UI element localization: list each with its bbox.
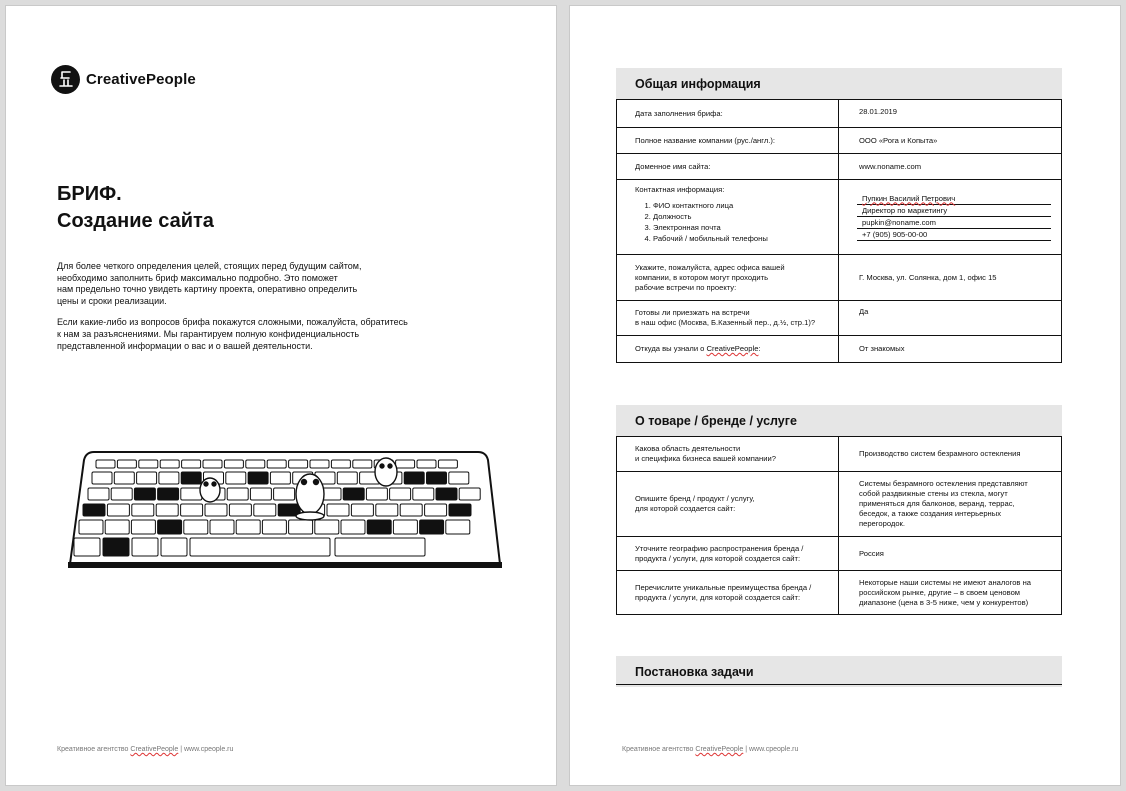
geo-value[interactable]: Россия xyxy=(839,537,1062,571)
section-product-heading: О товаре / бренде / услуге xyxy=(616,405,1062,436)
table-row xyxy=(617,571,1062,615)
document-title xyxy=(57,181,214,235)
cover-page xyxy=(6,6,556,785)
visit-label: Готовы ли приезжать на встречи в наш офис (Москва, Б.Казенный пер., д.½, стр.1)? xyxy=(617,301,839,336)
date-label: Дата заполнения брифа: xyxy=(617,100,839,128)
area-value[interactable]: Производство систем безрамного остекления xyxy=(839,437,1062,472)
table-row xyxy=(617,336,1062,363)
title-line-1: БРИФ. xyxy=(57,183,122,205)
section-divider xyxy=(616,684,1062,685)
title-line-2: Создание сайта xyxy=(57,210,214,232)
brand-logo xyxy=(51,64,196,94)
visit-value[interactable]: Да xyxy=(839,301,1062,336)
table-row xyxy=(617,154,1062,180)
list-item: 3. Электронная почта xyxy=(653,222,830,233)
contact-email-field[interactable]: pupkin@noname.com xyxy=(857,218,1051,229)
contact-name-field[interactable]: Пупкин Василий Петрович xyxy=(857,194,1051,205)
company-value[interactable]: ООО «Рога и Копыта» xyxy=(839,128,1062,154)
brand-value[interactable]: Системы безрамного остекления представляют собой раздвижные стены из стекла, могут применяться для балконов, веранд, террас, беседок, а также создания интерьерных перегородок. xyxy=(839,472,1062,537)
usp-label: Перечислите уникальные преимущества бренда / продукта / услуги, для которой создается сайт: xyxy=(617,571,839,615)
domain-value[interactable]: www.noname.com xyxy=(839,154,1062,180)
contact-label-cell xyxy=(617,180,839,255)
table-row xyxy=(617,180,1062,255)
geo-label: Уточните географию распространения бренда / продукта / услуги, для которой создается сайт: xyxy=(617,537,839,571)
list-item: 4. Рабочий / мобильный телефоны xyxy=(653,233,830,244)
footer: Креативное агентство CreativePeople | www.cpeople.ru xyxy=(622,746,799,753)
table-row xyxy=(617,537,1062,571)
section-task-heading: Постановка задачи xyxy=(616,656,1062,687)
domain-label: Доменное имя сайта: xyxy=(617,154,839,180)
table-row xyxy=(617,100,1062,128)
keyboard-with-gophers-icon xyxy=(66,446,506,578)
table-row xyxy=(617,472,1062,537)
table-row xyxy=(617,255,1062,301)
contact-phone-field[interactable]: +7 (905) 905-00-00 xyxy=(857,230,1051,241)
table-row xyxy=(617,301,1062,336)
intro-paragraph-1: Для более четкого определения целей, стоящих перед будущим сайтом, необходимо заполнить бриф максимально подробно. Это поможет нам предельно точно увидеть картину проекта, оперативно определить цены и сроки реализации. xyxy=(57,261,362,306)
footer: Креативное агентство CreativePeople | www.cpeople.ru xyxy=(57,746,234,753)
list-item: 2. Должность xyxy=(653,211,830,222)
date-value[interactable]: 28.01.2019 xyxy=(839,100,1062,128)
list-item: 1. ФИО контактного лица xyxy=(653,200,830,211)
footer-brand: CreativePeople xyxy=(695,746,744,753)
contact-items-list xyxy=(635,200,830,244)
footer-brand: CreativePeople xyxy=(130,746,179,753)
area-label: Какова область деятельности и специфика бизнеса вашей компании? xyxy=(617,437,839,472)
keyboard-illustration xyxy=(66,446,506,583)
company-label: Полное название компании (рус./англ.): xyxy=(617,128,839,154)
general-info-table xyxy=(616,99,1062,363)
table-row xyxy=(617,437,1062,472)
table-row xyxy=(617,128,1062,154)
source-value[interactable]: От знакомых xyxy=(839,336,1062,363)
contact-values-cell xyxy=(839,180,1062,255)
address-label: Укажите, пожалуйста, адрес офиса вашей компании, в котором могут проходить рабочие встречи по проекту: xyxy=(617,255,839,301)
usp-value[interactable]: Некоторые наши системы не имеют аналогов на российском рынке, другие – в своем ценовом диапазоне (цена в 3-5 ниже, чем у конкурентов) xyxy=(839,571,1062,615)
logo-mark-icon xyxy=(51,65,80,94)
intro-text xyxy=(57,261,437,362)
contact-position-field[interactable]: Директор по маркетингу xyxy=(857,206,1051,217)
section-general-heading: Общая информация xyxy=(616,68,1062,99)
address-value[interactable]: Г. Москва, ул. Солянка, дом 1, офис 15 xyxy=(839,255,1062,301)
form-page xyxy=(570,6,1120,785)
intro-paragraph-2: Если какие-либо из вопросов брифа покажутся сложными, пожалуйста, обратитесь к нам за разъяснениями. Мы гарантируем полную конфиденциальность представленной информации о вас и о вашей деятельности. xyxy=(57,317,408,351)
product-info-table xyxy=(616,436,1062,615)
contact-label: Контактная информация: xyxy=(635,185,725,194)
brand-label: Опишите бренд / продукт / услугу, для которой создается сайт: xyxy=(617,472,839,537)
source-label: Откуда вы узнали о CreativePeople: xyxy=(617,336,839,363)
brand-name: CreativePeople xyxy=(86,70,196,88)
